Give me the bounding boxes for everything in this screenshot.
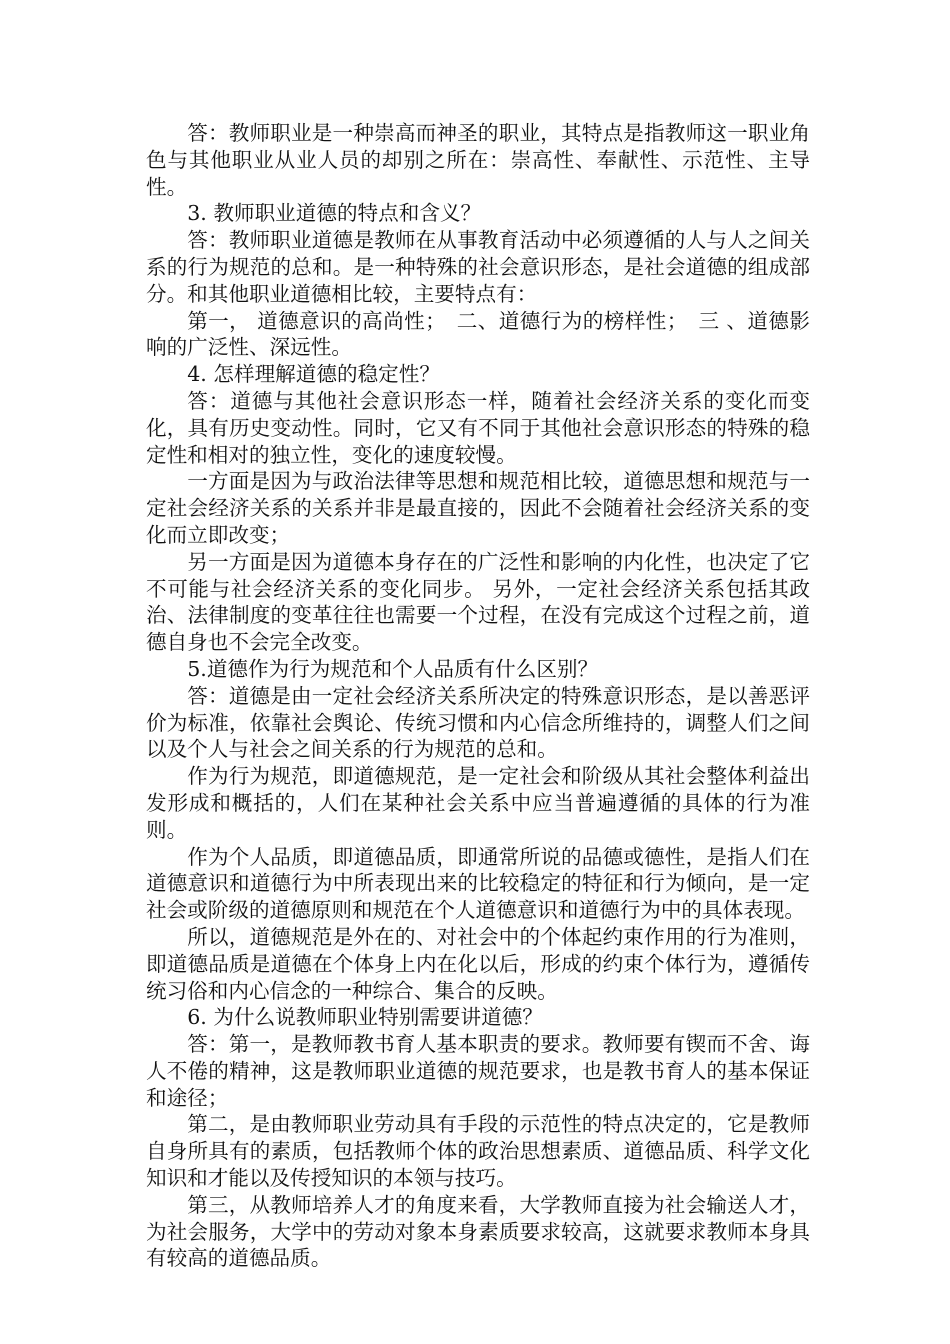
question-heading: 4. 怎样理解道德的稳定性？ — [187, 362, 440, 387]
answer-paragraph: 作为个人品质，即道德品质，即通常所说的品德或德性，是指人们在道德意识和道德行为中所表现出来的比较稳定的特征和行为倾向，是一定社会或阶级的道德原则和规范在个人道德意识和道德行为中的具体表现。 — [146, 844, 810, 923]
answer-paragraph: 第一， 道德意识的高尚性； 二、道德行为的榜样性； 三 、道德影响的广泛性、深远性。 — [146, 308, 810, 360]
answer-paragraph: 答：第一，是教师教书育人基本职责的要求。教师要有锲而不舍、诲人不倦的精神，这是教师职业道德的规范要求，也是教书育人的基本保证和途径； — [146, 1032, 810, 1110]
question-heading: 3. 教师职业道德的特点和含义？ — [187, 201, 482, 226]
answer-paragraph: 第三，从教师培养人才的角度来看，大学教师直接为社会输送人才，为社会服务，大学中的劳动对象本身素质要求较高，这就要求教师本身具有较高的道德品质。 — [146, 1192, 810, 1271]
answer-paragraph: 答：道德与其他社会意识形态一样，随着社会经济关系的变化而变化，具有历史变动性。同时，它又有不同于其他社会意识形态的特殊的稳定性和相对的独立性，变化的速度较慢。 — [146, 388, 810, 467]
document-body — [146, 120, 810, 1272]
answer-paragraph: 一方面是因为与政治法律等思想和规范相比较，道德思想和规范与一定社会经济关系的关系并非是最直接的，因此不会随着社会经济关系的变化而立即改变； — [146, 469, 810, 547]
answer-paragraph: 所以，道德规范是外在的、对社会中的个体起约束作用的行为准则，即道德品质是道德在个体身上内在化以后，形成的约束个体行为，遵循传统习俗和内心信念的一种综合、集合的反映。 — [146, 924, 810, 1003]
question-heading: 5.道德作为行为规范和个人品质有什么区别？ — [187, 656, 599, 681]
answer-paragraph: 作为行为规范，即道德规范，是一定社会和阶级从其社会整体利益出发形成和概括的，人们在某种社会关系中应当普遍遵循的具体的行为准则。 — [146, 764, 810, 842]
answer-paragraph: 第二，是由教师职业劳动具有手段的示范性的特点决定的，它是教师自身所具有的素质，包括教师个体的政治思想素质、道德品质、科学文化知识和才能以及传授知识的本领与技巧。 — [146, 1112, 810, 1191]
answer-paragraph: 答：道德是由一定社会经济关系所决定的特殊意识形态，是以善恶评价为标准，依靠社会舆论、传统习惯和内心信念所维持的，调整人们之间以及个人与社会之间关系的行为规范的总和。 — [146, 683, 810, 762]
answer-paragraph: 另一方面是因为道德本身存在的广泛性和影响的内化性，也决定了它不可能与社会经济关系的变化同步。 另外，一定社会经济关系包括其政治、法律制度的变革往往也需要一个过程，在没有完成这个过程之前，道德自身也不会完全改变。 — [146, 549, 810, 655]
question-heading: 6. 为什么说教师职业特别需要讲道德？ — [187, 1005, 543, 1030]
answer-paragraph: 答：教师职业是一种崇高而神圣的职业，其特点是指教师这一职业角色与其他职业从业人员的却别之所在：崇高性、奉献性、示范性、主导性。 — [146, 121, 810, 199]
answer-paragraph: 答：教师职业道德是教师在从事教育活动中必须遵循的人与人之间关系的行为规范的总和。是一种特殊的社会意识形态，是社会道德的组成部分。和其他职业道德相比较，主要特点有： — [146, 228, 810, 306]
